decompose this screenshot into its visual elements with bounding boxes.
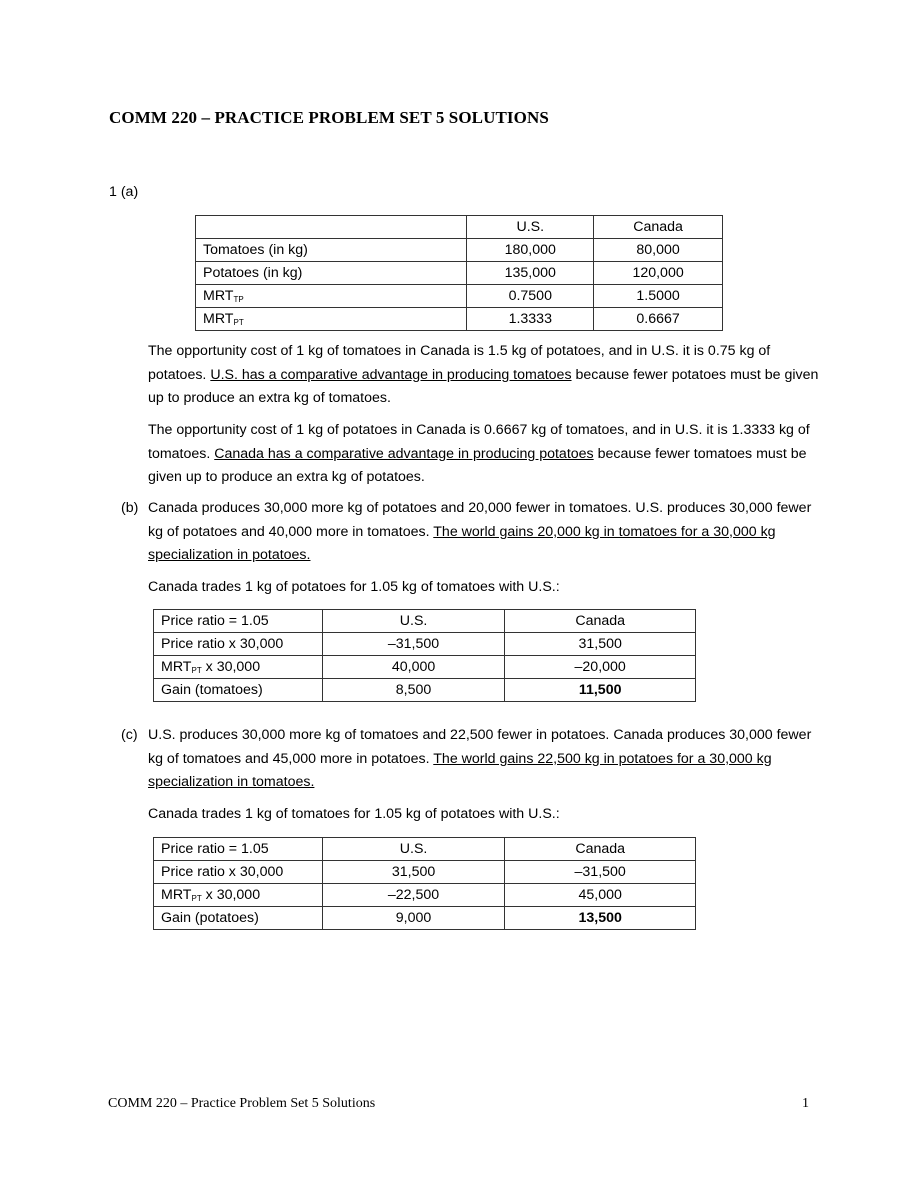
table-header-row (196, 216, 723, 239)
row-label: Price ratio x 30,000 (154, 633, 323, 656)
paragraph-text: because fewer tomatoes must be given up to produce an extra kg of potatoes. (148, 445, 807, 485)
underlined-conclusion: Canada has a comparative advantage in producing potatoes (214, 445, 594, 462)
table-row (196, 262, 723, 285)
footer-title: COMM 220 – Practice Problem Set 5 Solutions (108, 1096, 376, 1111)
cell-canada: –31,500 (505, 861, 696, 884)
paragraph-potatoes-opportunity-cost (148, 419, 828, 490)
row-label (196, 285, 467, 308)
cell-canada-total: 11,500 (505, 679, 696, 702)
row-label-main: MRT (203, 288, 234, 304)
row-label-subscript: PT (191, 894, 202, 903)
cell-canada: –20,000 (505, 656, 696, 679)
table-row (154, 633, 696, 656)
row-label: Gain (tomatoes) (154, 679, 323, 702)
cell-us: 1.3333 (467, 308, 594, 331)
paragraph-text: Canada produces 30,000 more kg of potatoes and 20,000 fewer in tomatoes. U.S. produces 30,000 fewer kg of potatoes and 40,000 more in tomatoes. (148, 500, 812, 540)
paragraph-text: U.S. produces 30,000 more kg of tomatoes and 22,500 fewer in potatoes. Canada produces 30,000 fewer kg of tomatoes and 45,000 more in potatoes. (148, 727, 812, 767)
cell-us: 8,500 (322, 679, 505, 702)
page-title: COMM 220 – PRACTICE PROBLEM SET 5 SOLUTIONS (109, 108, 549, 127)
table-header-row (154, 838, 696, 861)
footer-page-number: 1 (802, 1096, 809, 1111)
table-header-canada: Canada (505, 610, 696, 633)
table-row (196, 308, 723, 331)
cell-canada: 0.6667 (594, 308, 723, 331)
table-row (154, 884, 696, 907)
table-header-price-ratio: Price ratio = 1.05 (154, 838, 323, 861)
row-label-rest: x 30,000 (201, 659, 261, 675)
table-row (154, 861, 696, 884)
row-label (154, 656, 323, 679)
row-label (196, 308, 467, 331)
table-header-canada: Canada (594, 216, 723, 239)
part-c-paragraph (148, 724, 828, 795)
cell-canada: 1.5000 (594, 285, 723, 308)
row-label-subscript: PT (191, 666, 202, 675)
table-cell (196, 216, 467, 239)
paragraph-text: because fewer potatoes must be given up to produce an extra kg of tomatoes. (148, 366, 819, 406)
cell-us: 180,000 (467, 239, 594, 262)
row-label: Tomatoes (in kg) (196, 239, 467, 262)
row-label-main: MRT (161, 659, 192, 675)
cell-us: 135,000 (467, 262, 594, 285)
paragraph-text: The opportunity cost of 1 kg of tomatoes in Canada is 1.5 kg of potatoes, and in U.S. it is 0.75 kg of potatoes. (148, 343, 771, 383)
table-header-us: U.S. (322, 610, 505, 633)
cell-canada: 31,500 (505, 633, 696, 656)
row-label: Gain (potatoes) (154, 907, 323, 930)
table-row (154, 656, 696, 679)
cell-us: 40,000 (322, 656, 505, 679)
part-b-trade-line: Canada trades 1 kg of potatoes for 1.05 kg of tomatoes with U.S.: (148, 579, 560, 595)
underlined-conclusion: The world gains 22,500 kg in potatoes for a 30,000 kg specialization in tomatoes. (148, 750, 772, 790)
part-c-label: (c) (121, 727, 138, 743)
cell-canada: 45,000 (505, 884, 696, 907)
row-label (154, 884, 323, 907)
cell-canada: 120,000 (594, 262, 723, 285)
production-table (195, 215, 723, 331)
cell-canada: 80,000 (594, 239, 723, 262)
paragraph-tomatoes-opportunity-cost (148, 340, 828, 411)
cell-us: –31,500 (322, 633, 505, 656)
cell-canada-total: 13,500 (505, 907, 696, 930)
row-label-main: MRT (161, 887, 192, 903)
question-label: 1 (a) (109, 184, 139, 200)
row-label: Price ratio x 30,000 (154, 861, 323, 884)
row-label: Potatoes (in kg) (196, 262, 467, 285)
underlined-conclusion: The world gains 20,000 kg in tomatoes for a 30,000 kg specialization in potatoes. (148, 523, 776, 563)
trade-table-c (153, 837, 696, 930)
table-header-row (154, 610, 696, 633)
table-row (154, 907, 696, 930)
table-header-us: U.S. (467, 216, 594, 239)
table-row (196, 285, 723, 308)
paragraph-text: The opportunity cost of 1 kg of potatoes in Canada is 0.6667 kg of tomatoes, and in U.S. it is 1.3333 kg of tomatoes. (148, 422, 810, 462)
cell-us: –22,500 (322, 884, 505, 907)
part-b-paragraph (148, 497, 828, 568)
cell-us: 31,500 (322, 861, 505, 884)
row-label-main: MRT (203, 311, 234, 327)
row-label-rest: x 30,000 (201, 887, 261, 903)
trade-table-b (153, 609, 696, 702)
table-header-canada: Canada (505, 838, 696, 861)
table-header-us: U.S. (322, 838, 505, 861)
part-b-label: (b) (121, 500, 139, 516)
underlined-conclusion: U.S. has a comparative advantage in producing tomatoes (210, 366, 572, 383)
row-label-subscript: TP (233, 295, 244, 304)
table-header-price-ratio: Price ratio = 1.05 (154, 610, 323, 633)
cell-us: 0.7500 (467, 285, 594, 308)
row-label-subscript: PT (233, 318, 244, 327)
table-row (196, 239, 723, 262)
table-row (154, 679, 696, 702)
cell-us: 9,000 (322, 907, 505, 930)
part-c-trade-line: Canada trades 1 kg of tomatoes for 1.05 kg of potatoes with U.S.: (148, 806, 560, 822)
